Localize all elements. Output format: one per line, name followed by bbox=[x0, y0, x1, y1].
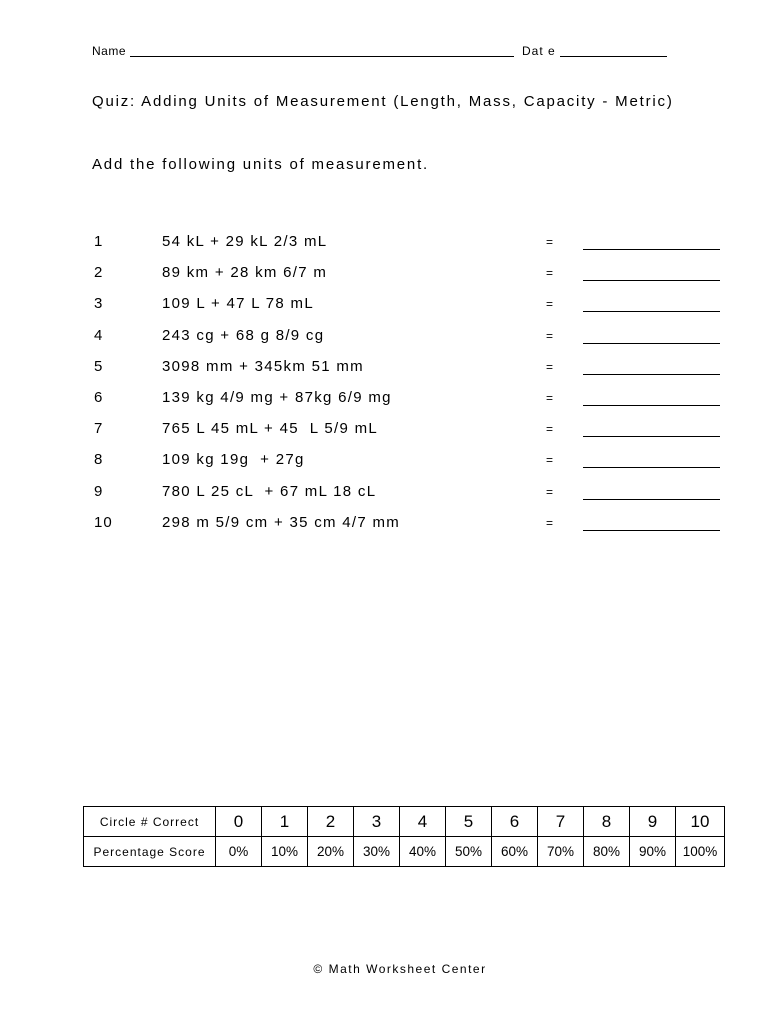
answer-line[interactable] bbox=[583, 374, 720, 375]
problem-number: 9 bbox=[94, 482, 104, 500]
problem-row bbox=[0, 514, 770, 538]
answer-line[interactable] bbox=[583, 249, 720, 250]
correct-count-cell[interactable]: 6 bbox=[492, 807, 538, 837]
percentage-cell: 60% bbox=[492, 837, 538, 867]
answer-line[interactable] bbox=[583, 343, 720, 344]
problem-number: 10 bbox=[94, 513, 113, 531]
correct-count-cell[interactable]: 8 bbox=[584, 807, 630, 837]
equals-sign: = bbox=[546, 266, 554, 281]
answer-line[interactable] bbox=[583, 467, 720, 468]
correct-count-cell[interactable]: 10 bbox=[676, 807, 725, 837]
correct-count-cell[interactable]: 0 bbox=[216, 807, 262, 837]
score-table bbox=[83, 806, 725, 867]
problem-number: 1 bbox=[94, 233, 104, 250]
answer-line[interactable] bbox=[583, 405, 720, 406]
problem-row bbox=[0, 483, 770, 507]
equals-sign: = bbox=[546, 235, 554, 249]
equals-sign: = bbox=[546, 328, 554, 343]
problem-number: 4 bbox=[94, 326, 104, 344]
percentage-cell: 80% bbox=[584, 837, 630, 867]
percentage-cell: 20% bbox=[308, 837, 354, 867]
problem-row bbox=[0, 358, 770, 382]
percentage-cell: 10% bbox=[262, 837, 308, 867]
problem-row bbox=[0, 264, 770, 288]
percentage-cell: 90% bbox=[630, 837, 676, 867]
problem-row bbox=[0, 233, 770, 257]
page-title: Quiz: Adding Units of Measurement (Length, Mass, Capacity - Metric) bbox=[92, 93, 674, 110]
problem-expression: 765 L 45 mL + 45 L 5/9 mL bbox=[162, 420, 379, 438]
answer-line[interactable] bbox=[583, 499, 720, 500]
correct-count-cell[interactable]: 9 bbox=[630, 807, 676, 837]
percentage-cell: 0% bbox=[216, 837, 262, 867]
equals-sign: = bbox=[546, 422, 554, 437]
answer-line[interactable] bbox=[583, 530, 720, 531]
equals-sign: = bbox=[546, 297, 554, 312]
problem-number: 3 bbox=[94, 295, 104, 313]
name-field[interactable] bbox=[130, 56, 514, 57]
problem-expression: 109 kg 19g + 27g bbox=[162, 451, 305, 469]
equals-sign: = bbox=[546, 515, 554, 530]
problem-number: 2 bbox=[94, 264, 104, 282]
date-label: Dat e bbox=[522, 44, 556, 58]
problem-expression: 54 kL + 29 kL 2/3 mL bbox=[162, 233, 328, 250]
problem-expression: 243 cg + 68 g 8/9 cg bbox=[162, 326, 325, 344]
answer-line[interactable] bbox=[583, 436, 720, 437]
correct-count-cell[interactable]: 5 bbox=[446, 807, 492, 837]
name-label: Name bbox=[92, 44, 127, 58]
problem-row bbox=[0, 389, 770, 413]
correct-label: Circle # Correct bbox=[84, 807, 216, 837]
equals-sign: = bbox=[546, 359, 554, 374]
correct-count-row bbox=[84, 807, 725, 837]
correct-count-cell[interactable]: 2 bbox=[308, 807, 354, 837]
problem-expression: 3098 mm + 345km 51 mm bbox=[162, 357, 364, 375]
correct-count-cell[interactable]: 7 bbox=[538, 807, 584, 837]
date-field[interactable] bbox=[560, 56, 667, 57]
percent-label: Percentage Score bbox=[84, 837, 216, 867]
problem-number: 5 bbox=[94, 357, 104, 375]
problem-expression: 780 L 25 cL + 67 mL 18 cL bbox=[162, 482, 377, 500]
problem-row bbox=[0, 327, 770, 351]
instruction-text: Add the following units of measurement. bbox=[92, 156, 430, 173]
percentage-cell: 70% bbox=[538, 837, 584, 867]
correct-count-cell[interactable]: 1 bbox=[262, 807, 308, 837]
problem-row bbox=[0, 295, 770, 319]
equals-sign: = bbox=[546, 391, 554, 405]
problem-number: 6 bbox=[94, 389, 104, 406]
percentage-cell: 100% bbox=[676, 837, 725, 867]
footer-copyright: © Math Worksheet Center bbox=[313, 962, 487, 976]
answer-line[interactable] bbox=[583, 311, 720, 312]
problem-expression: 139 kg 4/9 mg + 87kg 6/9 mg bbox=[162, 389, 392, 406]
problem-number: 8 bbox=[94, 451, 104, 469]
correct-count-cell[interactable]: 4 bbox=[400, 807, 446, 837]
answer-line[interactable] bbox=[583, 280, 720, 281]
percentage-cell: 50% bbox=[446, 837, 492, 867]
problem-expression: 109 L + 47 L 78 mL bbox=[162, 295, 314, 313]
percentage-row bbox=[84, 837, 725, 867]
problem-row bbox=[0, 420, 770, 444]
problem-row bbox=[0, 451, 770, 475]
correct-count-cell[interactable]: 3 bbox=[354, 807, 400, 837]
percentage-cell: 40% bbox=[400, 837, 446, 867]
equals-sign: = bbox=[546, 484, 554, 499]
problem-number: 7 bbox=[94, 420, 104, 438]
problem-expression: 89 km + 28 km 6/7 m bbox=[162, 264, 328, 282]
percentage-cell: 30% bbox=[354, 837, 400, 867]
equals-sign: = bbox=[546, 453, 554, 468]
problem-expression: 298 m 5/9 cm + 35 cm 4/7 mm bbox=[162, 513, 401, 531]
